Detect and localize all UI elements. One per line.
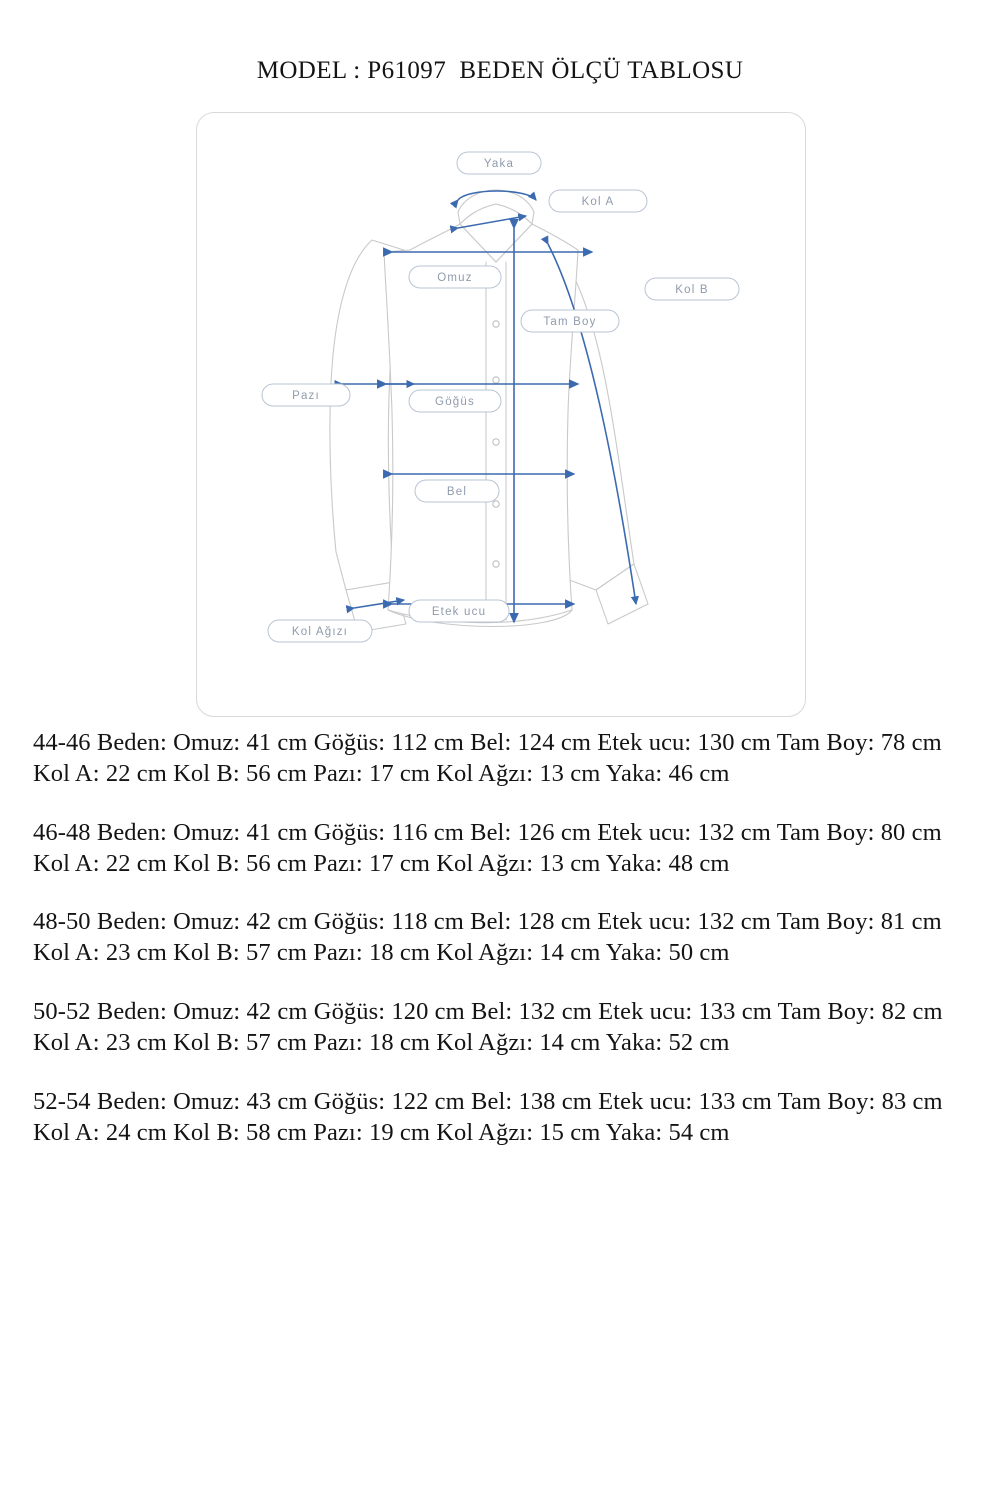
page-title: MODEL : P61097 BEDEN ÖLÇÜ TABLOSU [256,57,744,84]
label-tam-boy [521,310,619,332]
label-gogus [409,390,501,412]
svg-text:Pazı: Pazı [292,390,320,402]
size-spec-row: 46-48 Beden: Omuz: 41 cm Göğüs: 116 cm Bel: 126 cm Etek ucu: 132 cm Tam Boy: 80 cm Kol A: 22 cm Kol B: 56 cm Pazı: 17 cm Kol Ağzı: 13 cm Yaka: 48 cm [33,818,942,877]
label-kol-a [549,190,647,212]
size-spec-row: 52-54 Beden: Omuz: 43 cm Göğüs: 122 cm Bel: 138 cm Etek ucu: 133 cm Tam Boy: 83 cm Kol A: 24 cm Kol B: 58 cm Pazı: 19 cm Kol Ağzı: 15 cm Yaka: 54 cm [33,1087,943,1146]
svg-text:Tam Boy: Tam Boy [543,316,597,328]
label-pazi [262,384,350,406]
label-omuz [409,266,501,288]
svg-text:Bel: Bel [446,486,468,498]
label-bel [415,480,499,502]
svg-text:Yaka: Yaka [483,158,515,170]
svg-text:Kol A: Kol A [581,196,615,208]
label-etek-ucu [409,600,509,622]
size-spec-row: 48-50 Beden: Omuz: 42 cm Göğüs: 118 cm Bel: 128 cm Etek ucu: 132 cm Tam Boy: 81 cm Kol A: 23 cm Kol B: 57 cm Pazı: 18 cm Kol Ağzı: 14 cm Yaka: 50 cm [33,908,942,967]
size-spec-list [33,728,973,1149]
svg-text:Etek ucu: Etek ucu [431,606,487,618]
label-kol-agizi [268,620,372,642]
shirt-measurement-illustration [196,112,806,717]
svg-text:Omuz: Omuz [437,272,473,284]
size-spec-row: 50-52 Beden: Omuz: 42 cm Göğüs: 120 cm Bel: 132 cm Etek ucu: 133 cm Tam Boy: 82 cm Kol A: 23 cm Kol B: 57 cm Pazı: 18 cm Kol Ağzı: 14 cm Yaka: 52 cm [33,998,943,1057]
svg-text:Kol B: Kol B [675,284,709,296]
size-spec-row: 44-46 Beden: Omuz: 41 cm Göğüs: 112 cm Bel: 124 cm Etek ucu: 130 cm Tam Boy: 78 cm Kol A: 22 cm Kol B: 56 cm Pazı: 17 cm Kol Ağzı: 13 cm Yaka: 46 cm [33,729,942,787]
label-kol-b [645,278,739,300]
svg-text:Kol Ağızı: Kol Ağızı [291,626,349,638]
label-yaka [457,152,541,174]
svg-text:Göğüs: Göğüs [435,396,475,408]
size-chart-diagram [196,112,806,717]
